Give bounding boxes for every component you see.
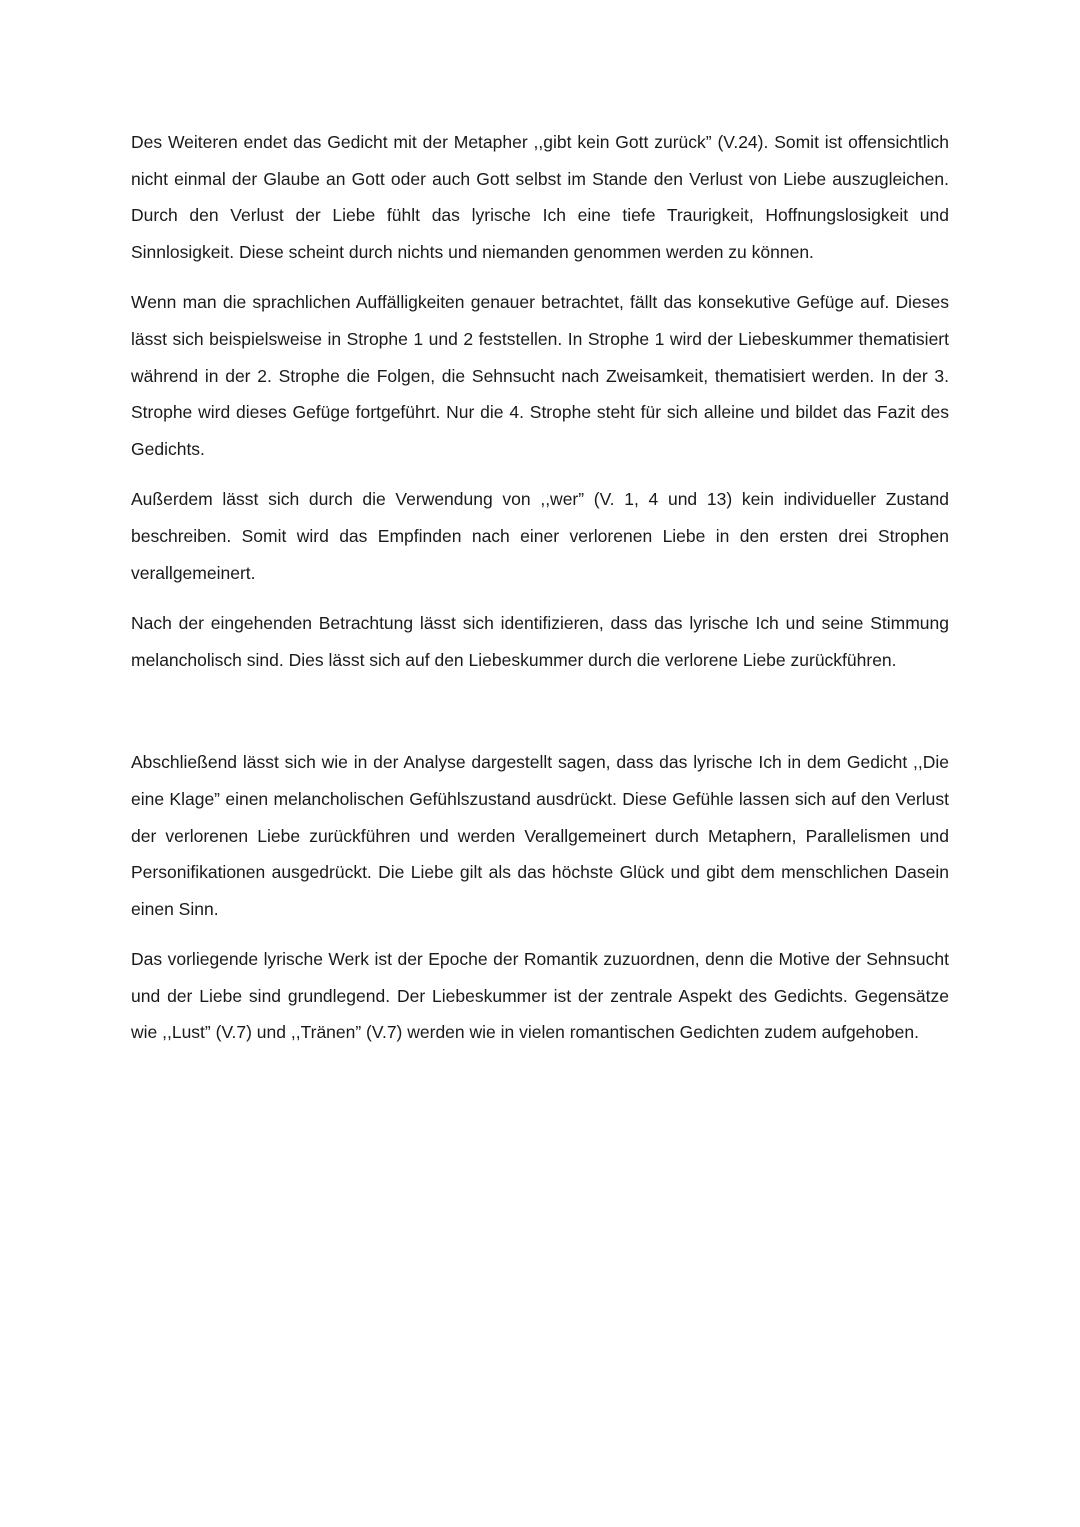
document-page [131, 124, 949, 1065]
paragraph-konsekutives-gefuege: Wenn man die sprachlichen Auffälligkeiten genauer betrachtet, fällt das konsekutive Gefüge auf. Dieses lässt sich beispielsweise in Strophe 1 und 2 feststellen. In Strophe 1 wird der Liebeskummer thematisiert während in der 2. Strophe die Folgen, die Sehnsucht nach Zweisamkeit, thematisiert werden. In der 3. Strophe wird dieses Gefüge fortgeführt. Nur die 4. Strophe steht für sich alleine und bildet das Fazit des Gedichts. [131, 292, 949, 459]
section-divider-space [131, 692, 949, 744]
paragraph-fazit: Abschließend lässt sich wie in der Analyse dargestellt sagen, dass das lyrische Ich in dem Gedicht ,,Die eine Klage” einen melancholischen Gefühlszustand ausdrückt. Diese Gefühle lassen sich auf den Verlust der verlorenen Liebe zurückführen und werden Verallgemeinert durch Metaphern, Parallelismen und Personifikationen ausgedrückt. Die Liebe gilt als das höchste Glück und gibt dem menschlichen Dasein einen Sinn. [131, 752, 949, 919]
paragraph-epoche-romantik: Das vorliegende lyrische Werk ist der Epoche der Romantik zuzuordnen, denn die Motive der Sehnsucht und der Liebe sind grundlegend. Der Liebeskummer ist der zentrale Aspekt des Gedichts. Gegensätze wie ,,Lust” (V.7) und ,,Tränen” (V.7) werden wie in vielen romantischen Gedichten zudem aufgehoben. [131, 949, 949, 1043]
paragraph-verwendung-wer: Außerdem lässt sich durch die Verwendung von ,,wer” (V. 1, 4 und 13) kein individueller Zustand beschreiben. Somit wird das Empfinden nach einer verlorenen Liebe in den ersten drei Strophen verallgemeinert. [131, 489, 949, 583]
paragraph-stimmung-melancholisch: Nach der eingehenden Betrachtung lässt sich identifizieren, dass das lyrische Ich und seine Stimmung melancholisch sind. Dies lässt sich auf den Liebeskummer durch die verlorene Liebe zurückführen. [131, 613, 949, 670]
paragraph-metaphor-gott: Des Weiteren endet das Gedicht mit der Metapher ,,gibt kein Gott zurück” (V.24). Somit ist offensichtlich nicht einmal der Glaube an Gott oder auch Gott selbst im Stande den Verlust von Liebe auszugleichen. Durch den Verlust der Liebe fühlt das lyrische Ich eine tiefe Traurigkeit, Hoffnungslosigkeit und Sinnlosigkeit. Diese scheint durch nichts und niemanden genommen werden zu können. [131, 132, 949, 262]
